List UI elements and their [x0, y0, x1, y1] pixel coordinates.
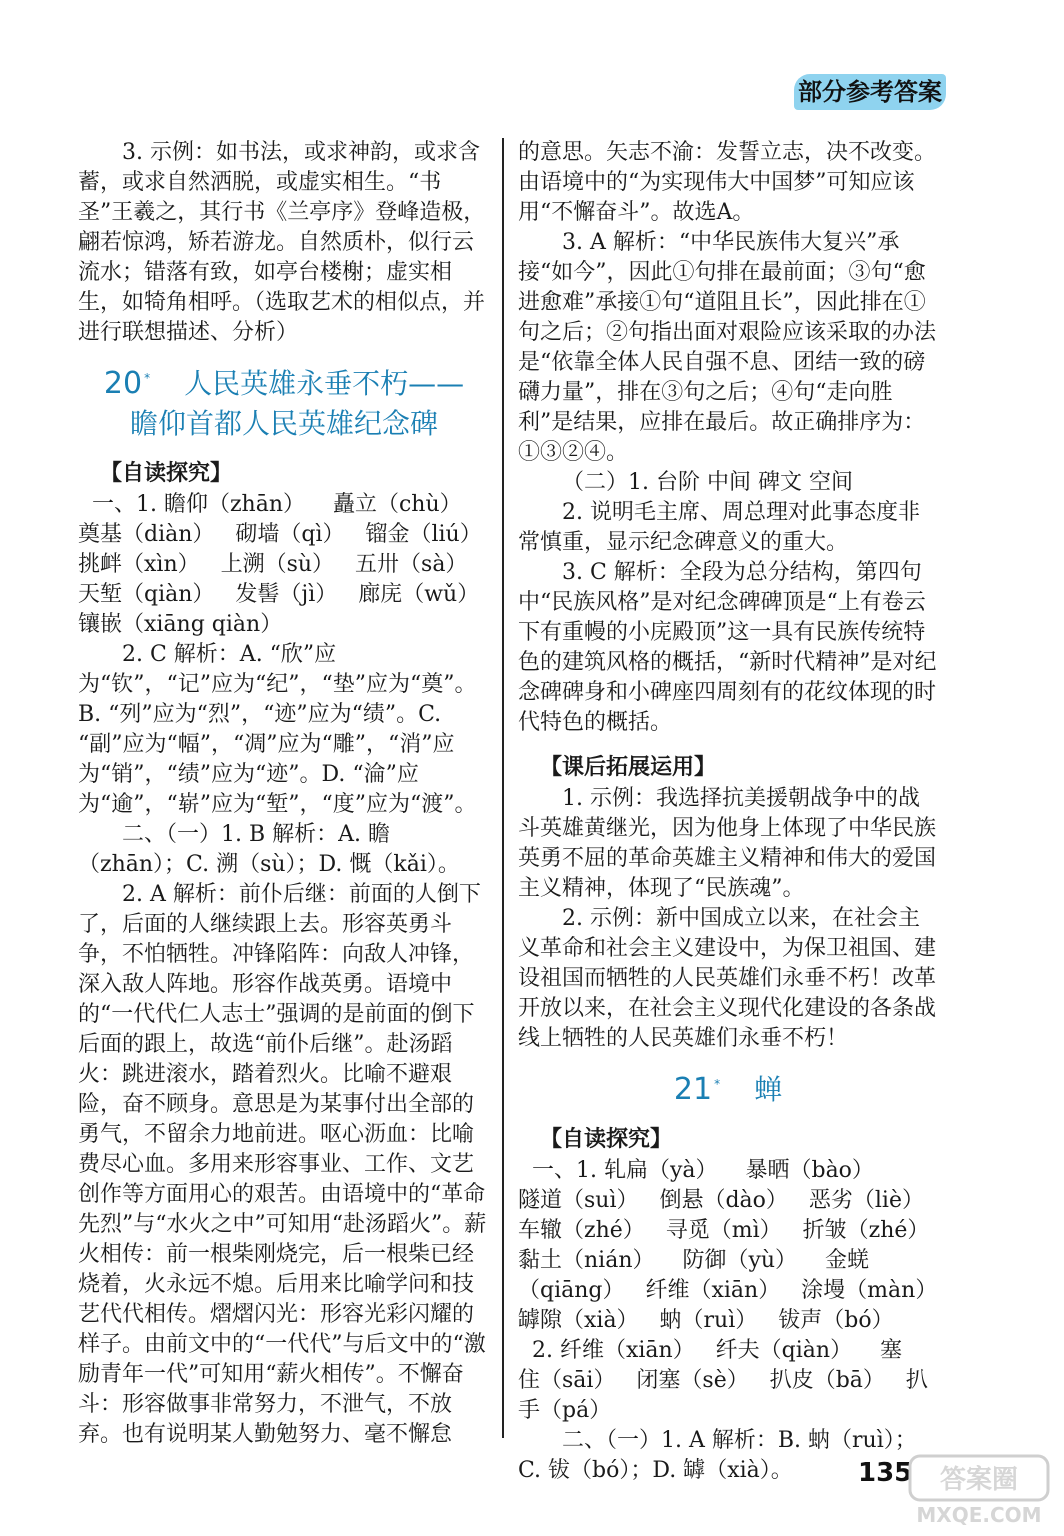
page-number: 135	[858, 1458, 913, 1488]
lesson-title-line1: 蝉	[754, 1073, 783, 1106]
answer-paragraph: 3. A 解析：“中华民族伟大复兴”承接“如今”，因此①句排在最前面；③句“愈进愈难”承接①句“道阻且长”，因此排在①句之后；②句指出面对艰险应该采取的办法是“依靠全体人民自强不息、团结一致的磅礴力量”，排在③句之后；④句“走向胜利”是结果，应排在最后。故正确排序为：①③②④。	[518, 230, 937, 465]
answer-paragraph: 二、（一）1. B 解析：A. 瞻（zhān）；C. 溯（sù）；D. 慨（kǎi）。	[78, 822, 460, 877]
answer-line: 奠基（diàn） 砌墙（qì） 镏金（liú）	[78, 522, 482, 547]
answer-paragraph: 二、（一）1. A 解析：B. 蚋（ruì）；C. 钹（bó）；D. 罅（xià）。	[518, 1428, 917, 1483]
svg-text:答案圈: 答案圈	[939, 1465, 1019, 1495]
section-heading: 【自读探究】	[540, 1126, 673, 1152]
column-divider	[502, 138, 504, 1438]
answer-paragraph: 2. 示例：新中国成立以来，在社会主义革命和社会主义建设中，为保卫祖国、建设祖国而牺牲的人民英雄们永垂不朽！改革开放以来，在社会主义现代化建设的各条战线上牺牲的人民英雄们永垂不朽！	[518, 906, 937, 1051]
answer-paragraph: （二）1. 台阶 中间 碑文 空间	[562, 470, 853, 495]
section-heading: 【自读探究】	[100, 460, 233, 486]
svg-text:MXQE.COM: MXQE.COM	[916, 1503, 1042, 1527]
answer-line: 手（pá）	[518, 1398, 612, 1423]
answer-paragraph: 3. 示例：如书法，或求神韵，或求含蓄，或求自然洒脱，或虚实相生。“书圣”王羲之，其行书《兰亭序》登峰造极，翩若惊鸿，矫若游龙。自然质朴，似行云流水；错落有致，如亭台楼榭；虚实相生，如犄角相呼。（选取艺术的相似点，并进行联想描述、分析）	[78, 140, 486, 345]
answer-line: 镶嵌（xiāng qiàn）	[78, 612, 283, 637]
right-column	[518, 138, 938, 1486]
answer-paragraph: 1. 示例：我选择抗美援朝战争中的战斗英雄黄继光，因为他身上体现了中华民族英勇不屈的革命英雄主义精神和伟大的爱国主义精神，体现了“民族魂”。	[518, 786, 937, 901]
answer-paragraph: 3. C 解析：全段为总分结构，第四句中“民族风格”是对纪念碑碑顶是“上有卷云下有重幔的小庑殿顶”这一具有民族传统特色的建筑风格的概括，“新时代精神”是对纪念碑碑身和小碑座四周刻有的花纹体现的时代特色的概括。	[518, 560, 937, 735]
answer-paragraph: 2. A 解析：前仆后继：前面的人倒下了，后面的人继续跟上去。形容英勇斗争，不怕牺牲。冲锋陷阵：向敌人冲锋，深入敌人阵地。形容作战英勇。语境中的“一代代仁人志士”强调的是前面的倒下后面的跟上，故选“前仆后继”。赴汤蹈火：跳进滚水，踏着烈火。比喻不避艰险，奋不顾身。意思是为某事付出全部的勇气，不留余力地前进。呕心沥血：比喻费尽心血。多用来形容事业、工作、文艺创作等方面用心的艰苦。由语境中的“革命先烈”与“水火之中”可知用“赴汤蹈火”。薪火相传：前一根柴刚烧完，后一根柴已经烧着，火永远不熄。后用来比喻学问和技艺代代相传。熠熠闪光：形容光彩闪耀的样子。由前文中的“一代代”与后文中的“激励青年一代”可知用“薪火相传”。不懈奋斗：形容做事非常努力，不泄气，不放弃。也有说明某人勤勉努力、毫不懈怠	[78, 882, 487, 1447]
lesson-star: *	[714, 1077, 721, 1091]
lesson-title	[78, 358, 490, 444]
answer-line: 一、1. 瞻仰（zhān） 矗立（chù）	[78, 492, 462, 517]
answer-paragraph: 2. 说明毛主席、周总理对此事态度非常慎重，显示纪念碑意义的重大。	[518, 500, 920, 555]
answer-line: 黏土（nián） 防御（yù） 金蜣	[518, 1248, 870, 1273]
answer-paragraph: 的意思。矢志不渝：发誓立志，决不改变。由语境中的“为实现伟大中国梦”可知应该用“不懈奋斗”。故选A。	[518, 140, 937, 225]
answer-paragraph: 2. C 解析：A. “欣”应为“钦”，“记”应为“纪”，“垫”应为“奠”。B. “列”应为“烈”，“迹”应为“绩”。C. “副”应为“幅”，“凋”应为“雕”，“消”应为“销”，“绩”应为“迹”。D. “淪”应为“逾”，“崭”应为“堑”，“度”应为“渡”。	[78, 642, 477, 817]
section-badge: 部分参考答案	[794, 74, 946, 110]
lesson-title	[518, 1064, 938, 1110]
answer-line: （qiāng） 纤维（xiān） 涂墁（màn）	[518, 1278, 938, 1303]
watermark-logo	[904, 1452, 1054, 1528]
lesson-title-line2: 瞻仰首都人民英雄纪念碑	[129, 407, 438, 440]
answer-line: 2. 纤维（xiān） 纤夫（qiàn） 塞	[518, 1338, 903, 1363]
lesson-star: *	[144, 371, 151, 385]
lesson-number: 20 *	[103, 366, 151, 401]
answer-line: 天堑（qiàn） 发髻（jì） 廊庑（wǔ）	[78, 582, 480, 607]
answer-line: 车辙（zhé） 寻觅（mì） 折皱（zhé）	[518, 1218, 930, 1243]
answer-line: 罅隙（xià） 蚋（ruì） 钹声（bó）	[518, 1308, 894, 1333]
lesson-title-line1: 人民英雄永垂不朽——	[184, 367, 465, 400]
answer-line: 挑衅（xìn） 上溯（sù） 五卅（sà）	[78, 552, 468, 577]
answer-line: 住（sāi） 闭塞（sè） 扒皮（bā） 扒	[518, 1368, 928, 1393]
lesson-number: 21 *	[673, 1072, 721, 1107]
section-heading: 【课后拓展运用】	[540, 754, 717, 780]
answer-line: 一、1. 轧扁（yà） 暴晒（bào）	[518, 1158, 874, 1183]
left-column	[78, 138, 490, 1450]
answer-line: 隧道（suì） 倒悬（dào） 恶劣（liè）	[518, 1188, 924, 1213]
